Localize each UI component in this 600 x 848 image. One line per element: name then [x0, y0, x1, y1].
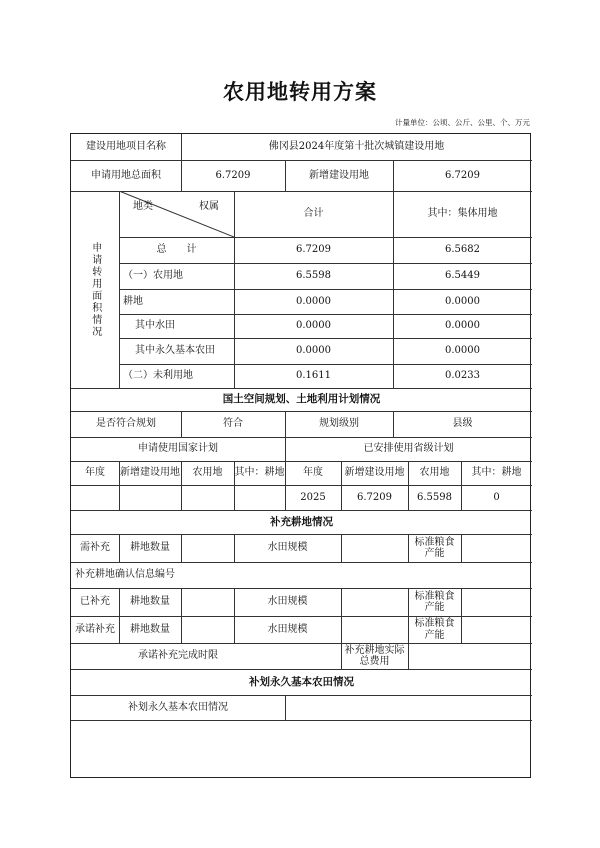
row-agricultural-value: 6.5598 — [296, 270, 331, 282]
promise-paddy-label: 水田规模 — [267, 623, 308, 635]
col-arable-provincial: 其中：耕地 — [471, 467, 522, 479]
promise-grain-label-line2: 产能 — [424, 629, 445, 641]
promise-grain-label — [408, 616, 461, 643]
need-grain-label-line2: 产能 — [424, 548, 445, 559]
val-new-construction-provincial: 6.7209 — [357, 491, 392, 503]
header-diagonal — [119, 191, 234, 237]
need-grain-label-line1: 标准粮食 — [414, 536, 455, 548]
row-paddy-value: 0.0000 — [296, 320, 331, 332]
val-new-construction-national — [119, 485, 181, 510]
actual-cost-label — [341, 643, 408, 669]
promise-time-label: 承诺补充完成时限 — [138, 650, 218, 662]
row-label-paddy: 其中水田 — [135, 320, 175, 332]
unit-note: 计量单位：公顷、公斤、公里、个、万元 — [395, 118, 530, 127]
project-name-value: 佛冈县2024年度第十批次城镇建设用地 — [268, 141, 445, 153]
col-arable-national: 其中：耕地 — [234, 467, 285, 479]
done-arable-qty-label: 耕地数量 — [130, 596, 170, 608]
val-arable-national — [234, 485, 285, 510]
row-unused-collective: 0.0233 — [445, 370, 480, 382]
row-label-arable: 耕地 — [123, 295, 143, 307]
project-name-label: 建设用地项目名称 — [86, 141, 166, 153]
planning-section-title: 国土空间规划、土地利用计划情况 — [222, 393, 381, 406]
col-agricultural-national: 农用地 — [192, 467, 223, 479]
total-area-label: 申请用地总面积 — [91, 169, 161, 181]
val-year-national — [71, 485, 119, 510]
col-year-national: 年度 — [85, 467, 105, 479]
col-new-construction-national: 新增建设用地 — [120, 467, 180, 479]
header-collective: 其中：集体用地 — [427, 208, 498, 220]
row-agricultural-collective: 6.5449 — [445, 270, 480, 282]
need-supplement-label: 需补充 — [80, 542, 110, 554]
conform-value: 符合 — [223, 418, 243, 430]
val-agricultural-national — [181, 485, 234, 510]
done-grain-label — [408, 588, 461, 616]
val-arable-provincial: 0 — [493, 491, 500, 503]
permanent-farmland-section-title: 补划永久基本农田情况 — [249, 675, 354, 688]
new-construction-label: 新增建设用地 — [309, 169, 369, 181]
val-year-provincial: 2025 — [300, 491, 326, 503]
col-year-provincial: 年度 — [303, 467, 323, 479]
row-arable-collective: 0.0000 — [445, 295, 480, 307]
apply-area-side-label: 申请转用面积情况 — [89, 241, 101, 338]
conform-label: 是否符合规划 — [96, 418, 156, 430]
row-paddy-collective: 0.0000 — [445, 320, 480, 332]
national-plan-label: 申请使用国家计划 — [138, 443, 218, 455]
done-paddy-label: 水田规模 — [267, 596, 308, 608]
done-grain-label-line1: 标准粮食 — [414, 590, 455, 602]
need-paddy-label: 水田规模 — [267, 542, 308, 554]
promise-grain-label-line1: 标准粮食 — [414, 618, 455, 629]
row-permanent-farmland-collective: 0.0000 — [445, 345, 480, 357]
conversion-plan-form — [70, 133, 531, 778]
row-label-total: 总 计 — [156, 244, 197, 256]
row-arable-value: 0.0000 — [296, 295, 331, 307]
row-label-unused: （二）未利用地 — [123, 370, 193, 382]
actual-cost-label-line2: 总费用 — [359, 656, 390, 667]
confirm-number-label: 补充耕地确认信息编号 — [75, 569, 175, 581]
done-supplement-label: 已补充 — [80, 596, 110, 608]
header-land-type: 地类 — [133, 201, 153, 213]
planning-level-value: 县级 — [452, 418, 473, 430]
need-arable-qty-label: 耕地数量 — [130, 542, 170, 554]
planning-level-label: 规划级别 — [319, 418, 359, 430]
promise-supplement-label: 承诺补充 — [75, 623, 115, 635]
row-total-collective: 6.5682 — [445, 244, 480, 256]
page-title: 农用地转用方案 — [223, 79, 377, 104]
val-agricultural-provincial: 6.5598 — [417, 491, 452, 503]
header-ownership: 权属 — [199, 201, 219, 213]
permanent-farmland-supplement-label: 补划永久基本农田情况 — [128, 701, 228, 713]
header-total: 合计 — [303, 208, 324, 220]
row-unused-value: 0.1611 — [296, 370, 331, 382]
row-label-permanent-farmland: 其中永久基本农田 — [135, 345, 215, 357]
col-new-construction-provincial: 新增建设用地 — [344, 467, 405, 479]
promise-arable-qty-label: 耕地数量 — [130, 623, 170, 635]
actual-cost-label-line1: 补充耕地实际 — [344, 644, 405, 656]
row-total-value: 6.7209 — [296, 244, 331, 256]
new-construction-value: 6.7209 — [445, 169, 480, 181]
row-label-agricultural: （一）农用地 — [123, 270, 183, 282]
need-grain-label — [408, 534, 461, 562]
supplement-section-title: 补充耕地情况 — [270, 515, 333, 528]
col-agricultural-provincial: 农用地 — [419, 467, 450, 479]
row-permanent-farmland-value: 0.0000 — [296, 345, 331, 357]
provincial-plan-label: 已安排使用省级计划 — [363, 443, 454, 455]
total-area-value: 6.7209 — [215, 169, 251, 181]
done-grain-label-line2: 产能 — [424, 602, 445, 613]
